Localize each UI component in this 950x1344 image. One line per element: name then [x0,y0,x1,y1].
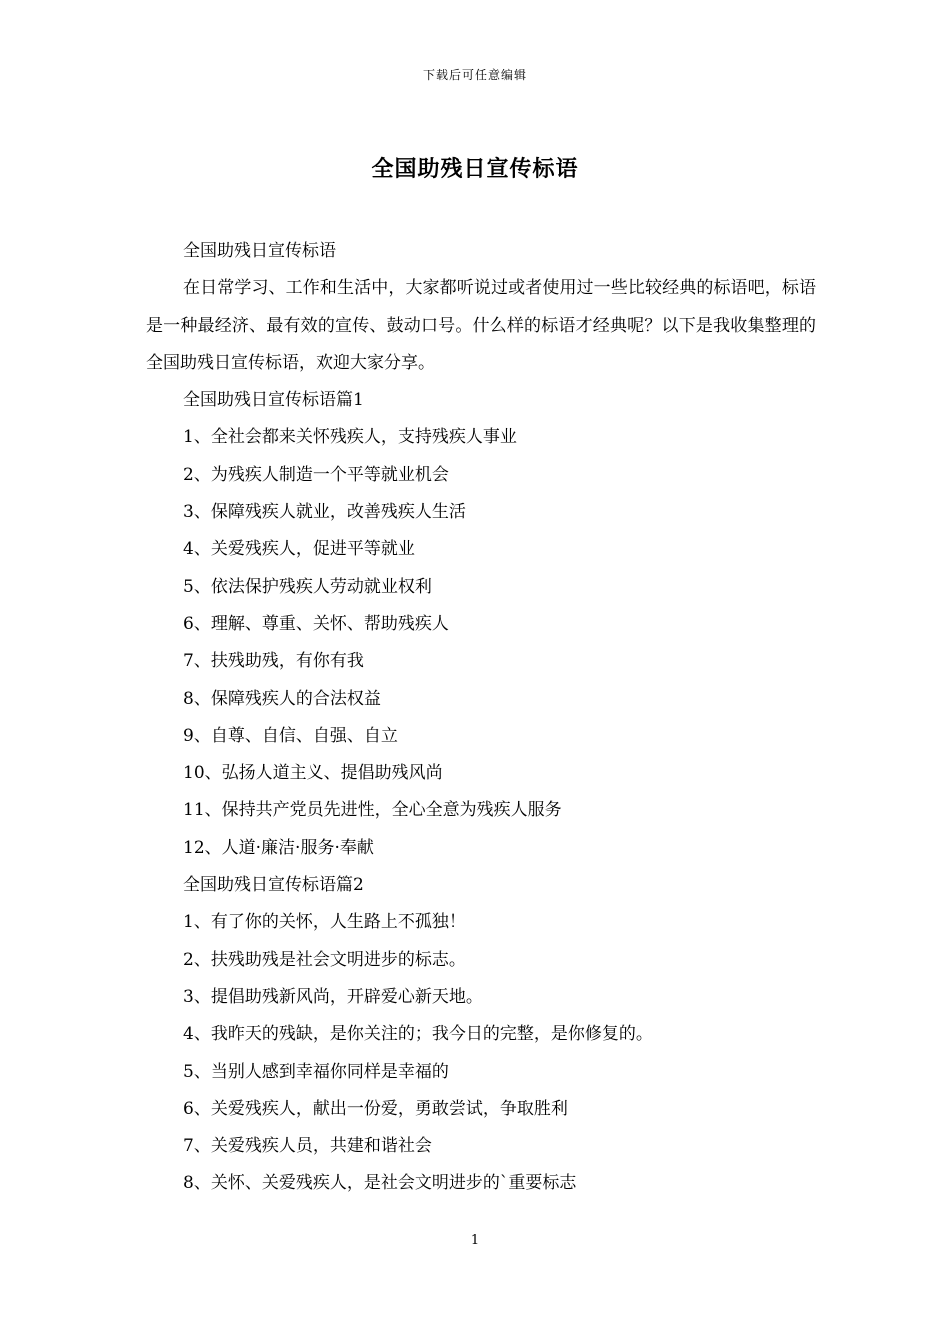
list-item: 11、保持共产党员先进性，全心全意为残疾人服务 [183,800,562,821]
list-item: 6、理解、尊重、关怀、帮助残疾人 [183,613,449,634]
list-item: 3、提倡助残新风尚，开辟爱心新天地。 [183,986,483,1007]
list-item: 2、扶残助残是社会文明进步的标志。 [183,949,466,970]
list-item: 7、关爱残疾人员，共建和谐社会 [183,1136,432,1157]
list-item: 7、扶残助残，有你有我 [183,651,364,672]
list-item: 4、关爱残疾人，促进平等就业 [183,539,415,560]
list-item: 12、人道·廉洁·服务·奉献 [183,837,374,858]
page-number: 1 [470,1233,480,1248]
section-heading: 全国助残日宣传标语篇2 [183,875,364,896]
list-item: 5、当别人感到幸福你同样是幸福的 [183,1061,449,1082]
list-item: 3、保障残疾人就业，改善残疾人生活 [183,502,466,523]
list-item: 4、我昨天的残缺，是你关注的；我今日的完整，是你修复的。 [183,1024,653,1045]
list-item: 1、有了你的关怀，人生路上不孤独！ [183,912,466,933]
list-item: 1、全社会都来关怀残疾人，支持残疾人事业 [183,427,517,448]
list-item: 8、关怀、关爱残疾人，是社会文明进步的`重要标志 [183,1173,577,1194]
list-item: 5、依法保护残疾人劳动就业权利 [183,576,432,597]
list-item: 2、为残疾人制造一个平等就业机会 [183,464,449,485]
paragraph: 在日常学习、工作和生活中，大家都听说过或者使用过一些比较经典的标语吧，标语是一种最经济、最有效的宣传、鼓动口号。什么样的标语才经典呢？以下是我收集整理的全国助残日宣传标语，欢迎大家分享。 [146,278,816,373]
page-header: 下载后可任意编辑 [422,68,527,82]
document-body [146,233,816,1203]
list-item: 8、保障残疾人的合法权益 [183,688,381,709]
document-title: 全国助残日宣传标语 [371,156,579,182]
list-item: 10、弘扬人道主义、提倡助残风尚 [183,763,443,784]
section-heading: 全国助残日宣传标语篇1 [183,390,364,411]
list-item: 9、自尊、自信、自强、自立 [183,725,398,746]
list-item: 6、关爱残疾人，献出一份爱，勇敢尝试，争取胜利 [183,1098,568,1119]
paragraph: 全国助残日宣传标语 [183,241,336,261]
